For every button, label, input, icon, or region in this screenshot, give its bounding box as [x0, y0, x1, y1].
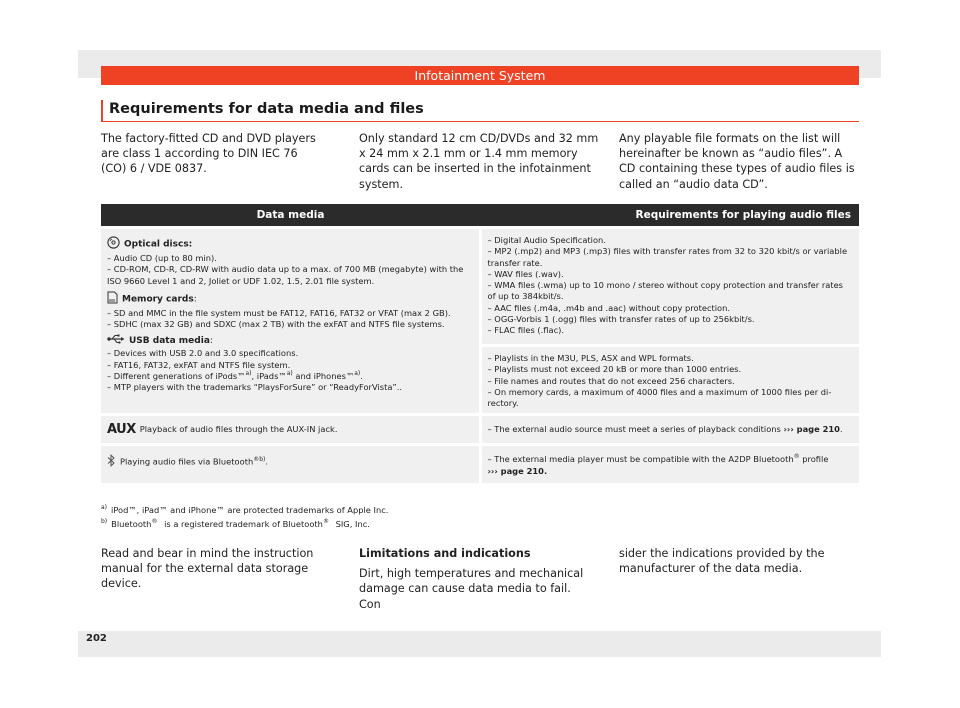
media-cell-aux: AUX Playback of audio files through the AUX-IN jack. [101, 415, 480, 445]
requirements-playlists: – Playlists in the M3U, PLS, ASX and WPL formats. – Playlists must not exceed 20 kB or more than 1000 entries. – File names and routes that do not exceed 256 characters. – On memory cards, a maximum of 4000 files and a maximum of 1000 files per directory. [480, 346, 859, 415]
section-title: Requirements for data media and files [101, 100, 859, 122]
requirements-bluetooth: – The external media player must be compatible with the A2DP Bluetooth® profile ››› page 210. [480, 445, 859, 483]
memory-card-icon [107, 291, 118, 308]
intro-paragraph-3: Any playable file formats on the list will hereinafter be known as “audio files”. A CD containing these types of audio files is called an “audio data CD”. [619, 132, 855, 191]
chapter-header: Infotainment System [101, 66, 859, 85]
intro-paragraph-2: Only standard 12 cm CD/DVDs and 32 mm x 24 mm x 2.1 mm or 1.4 mm memory cards can be inserted in the infotainment system. [359, 132, 599, 191]
usb-icon [107, 334, 125, 348]
memory-cards-heading: Memory cards: [107, 291, 473, 308]
bottom-paragraph-3: sider the indications provided by the manufacturer of the data media. [619, 547, 825, 576]
table-row [101, 415, 859, 445]
page-reference-link[interactable]: ››› page 210 [783, 424, 840, 435]
footnotes [101, 504, 859, 531]
page-reference-link[interactable]: ››› page 210. [487, 465, 548, 476]
usb-media-heading: USB data media: [107, 334, 473, 348]
aux-icon: AUX [107, 422, 136, 438]
media-cell-storage: Optical discs: – Audio CD (up to 80 min). – CD-ROM, CD-R, CD-RW with audio data up to a max. of 700 MB (megabyte) with the ISO 9660 Level 1 and 2, Joliet or UDF 1.02, 1.5, 2.01 file system. Memory cards: – SD and MMC in the file system must be FAT12, FAT16, FAT32 or VFAT (max 2 GB). – SDHC (max 32 GB) and SDXC (max 2 TB) with the exFAT and NTFS file systems. USB data media: – Devices with USB 2.0 and 3.0 specifications. – FAT16, FAT32, exFAT and NTFS file system. – Different generations of iPods™$^{a)}$, iPads™$^{a)}$ and iPhones™$^{a)}$. – MTP players with the trademarks “PlaysForSure” or “ReadyForVista”.. [101, 228, 480, 415]
page-number: 202 [86, 633, 107, 644]
table-row [101, 445, 859, 483]
bluetooth-icon [107, 454, 116, 470]
footnote-a: $^{a)}$ iPod™, iPad™ and iPhone™ are protected trademarks of Apple Inc. [101, 504, 389, 515]
media-cell-bluetooth: Playing audio files via Bluetooth$^{®b)}$. [101, 445, 480, 483]
bottom-paragraph-1: Read and bear in mind the instruction manual for the external data storage device. [101, 547, 314, 591]
requirements-audio-formats: – Digital Audio Specification. – MP2 (.mp2) and MP3 (.mp3) files with transfer rates from 32 to 320 kbit/s or variable transfer rate. – WAV files (.wav). – WMA files (.wma) up to 10 mono / stereo without copy protection and transfer rates of up to 384kbit/s. – AAC files (.m4a, .m4b and .aac) without copy protection. – OGG-Vorbis 1 (.ogg) files with transfer rates of up to 256kbit/s. – FLAC files (.flac). [480, 228, 859, 346]
table-row [101, 228, 859, 346]
requirements-aux: – The external audio source must meet a series of playback conditions ››› page 210. [480, 415, 859, 445]
disc-icon [107, 236, 120, 253]
limitations-title: Limitations and indications [359, 547, 531, 560]
limitations-text: Dirt, high temperatures and mechanical damage can cause data media to fail. Con [359, 567, 584, 611]
footnote-b: $^{b)}$ Bluetooth® is a registered trademark of Bluetooth® SIG, Inc. [101, 517, 370, 529]
table-header-row [101, 204, 859, 228]
limitations-section [359, 546, 599, 612]
column-header-requirements: Requirements for playing audio files [480, 204, 859, 228]
data-media-table [101, 204, 859, 483]
intro-paragraph-1: The factory-fitted CD and DVD players are class 1 according to DIN IEC 76 (CO) 6 / VDE 0837. [101, 132, 316, 176]
usb-apple-devices-line: – Different generations of iPods™$^{a)}$, iPads™$^{a)}$ and iPhones™$^{a)}$. [107, 370, 363, 382]
optical-discs-heading: Optical discs: [107, 236, 473, 253]
column-header-data-media: Data media [101, 204, 480, 228]
